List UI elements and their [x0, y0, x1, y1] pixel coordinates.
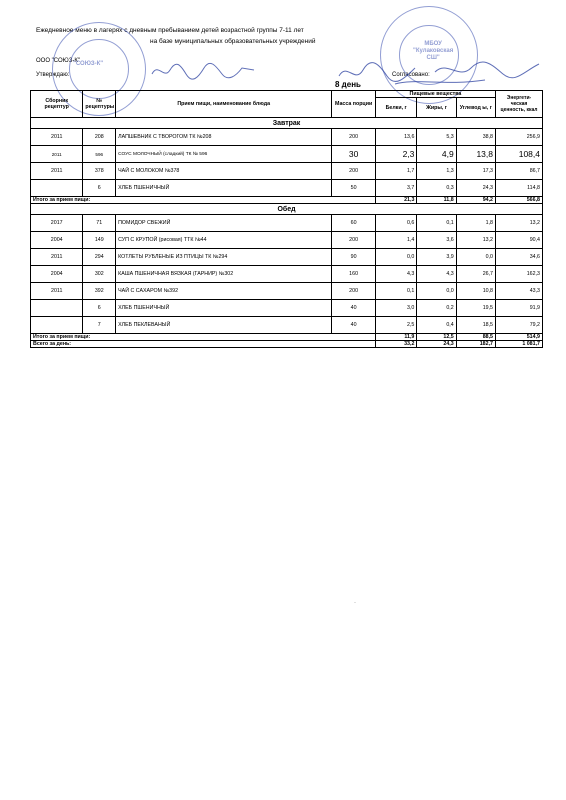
- cell-collection: 2011: [31, 249, 83, 266]
- table-row: [31, 163, 543, 180]
- cell-fats: 0,1: [417, 215, 456, 232]
- cell-collection: [31, 300, 83, 317]
- organization-name: ООО "СОЮЗ-К": [36, 58, 80, 64]
- col-carbs: Углевод ы, г: [456, 98, 495, 118]
- total-fats: 12,5: [417, 334, 456, 341]
- approved-label: Утверждаю:: [36, 72, 70, 78]
- cell-collection: 2011: [31, 146, 83, 163]
- cell-energy: 256,9: [496, 129, 543, 146]
- cell-carbs: 10,8: [456, 283, 495, 300]
- cell-fats: 5,3: [417, 129, 456, 146]
- stamp-right-line: "Кулаковская: [413, 48, 454, 54]
- cell-carbs: 24,3: [456, 180, 495, 197]
- cell-proteins: 0,0: [375, 249, 416, 266]
- cell-dish: СОУС МОЛОЧНЫЙ (сладкий) ТК № 596: [116, 146, 332, 163]
- total-label: Итого за прием пищи:: [31, 334, 376, 341]
- cell-proteins: 13,6: [375, 129, 416, 146]
- cell-recipe: 7: [83, 317, 116, 334]
- cell-proteins: 1,4: [375, 232, 416, 249]
- cell-recipe: 6: [83, 180, 116, 197]
- total-proteins: 21,3: [375, 197, 416, 204]
- cell-mass: 60: [332, 215, 376, 232]
- cell-recipe: 378: [83, 163, 116, 180]
- cell-fats: 4,9: [417, 146, 456, 163]
- cell-energy: 108,4: [496, 146, 543, 163]
- cell-proteins: 2,3: [375, 146, 416, 163]
- cell-mass: 40: [332, 300, 376, 317]
- cell-collection: 2017: [31, 215, 83, 232]
- cell-dish: КАША ПШЕНИЧНАЯ ВЯЗКАЯ (ГАРНИР) №302: [116, 266, 332, 283]
- cell-carbs: 19,5: [456, 300, 495, 317]
- cell-dish: ПОМИДОР СВЕЖИЙ: [116, 215, 332, 232]
- cell-energy: 43,3: [496, 283, 543, 300]
- day-total-energy: 1 081,7: [496, 341, 543, 348]
- cell-energy: 34,6: [496, 249, 543, 266]
- col-fats: Жиры, г: [417, 98, 456, 118]
- cell-energy: 13,2: [496, 215, 543, 232]
- title-line-2: на базе муниципальных образовательных учреждений: [150, 38, 316, 45]
- cell-recipe: 6: [83, 300, 116, 317]
- cell-proteins: 0,1: [375, 283, 416, 300]
- day-total-row: [31, 341, 543, 348]
- cell-dish: ХЛЕБ ПЕКЛЕВАНЫЙ: [116, 317, 332, 334]
- col-dish: Прием пищи, наименование блюда: [116, 91, 332, 118]
- table-row: [31, 215, 543, 232]
- cell-fats: 0,2: [417, 300, 456, 317]
- cell-carbs: 0,0: [456, 249, 495, 266]
- stamp-right-line: МБОУ: [424, 41, 442, 47]
- cell-collection: 2011: [31, 129, 83, 146]
- cell-carbs: 38,8: [456, 129, 495, 146]
- cell-recipe: 149: [83, 232, 116, 249]
- meal-total-row: [31, 197, 543, 204]
- cell-mass: 200: [332, 163, 376, 180]
- cell-proteins: 3,0: [375, 300, 416, 317]
- total-label: Итого за прием пищи:: [31, 197, 376, 204]
- col-mass: Масса порции: [332, 91, 376, 118]
- cell-fats: 3,6: [417, 232, 456, 249]
- cell-fats: 4,3: [417, 266, 456, 283]
- cell-fats: 0,4: [417, 317, 456, 334]
- cell-collection: 2011: [31, 283, 83, 300]
- cell-dish: ХЛЕБ ПШЕНИЧНЫЙ: [116, 180, 332, 197]
- cell-collection: 2011: [31, 163, 83, 180]
- cell-dish: ЧАЙ С САХАРОМ №392: [116, 283, 332, 300]
- cell-mass: 40: [332, 317, 376, 334]
- col-energy: Энергети- ческая ценность, ккал: [496, 91, 543, 118]
- day-total-proteins: 33,2: [375, 341, 416, 348]
- menu-table: [30, 90, 543, 348]
- total-carbs: 88,5: [456, 334, 495, 341]
- title-line-1: Ежедневное меню в лагерях с дневным пребыванием детей возрастной группы 7-11 лет: [36, 27, 304, 34]
- cell-collection: [31, 317, 83, 334]
- cell-mass: 200: [332, 283, 376, 300]
- cell-energy: 114,8: [496, 180, 543, 197]
- table-row: [31, 146, 543, 163]
- cell-energy: 86,7: [496, 163, 543, 180]
- table-row: [31, 317, 543, 334]
- cell-dish: ЛАПШЕВНИК С ТВОРОГОМ ТК №208: [116, 129, 332, 146]
- stamp-right-line: СШ": [426, 55, 440, 61]
- col-recipe-no: № рецептуры: [83, 91, 116, 118]
- total-energy: 514,9: [496, 334, 543, 341]
- cell-mass: 200: [332, 129, 376, 146]
- day-label: 8 день: [335, 80, 361, 89]
- cell-dish: ХЛЕБ ПШЕНИЧНЫЙ: [116, 300, 332, 317]
- cell-collection: 2004: [31, 232, 83, 249]
- cell-recipe: 392: [83, 283, 116, 300]
- cell-fats: 0,3: [417, 180, 456, 197]
- day-total-carbs: 182,7: [456, 341, 495, 348]
- cell-energy: 91,9: [496, 300, 543, 317]
- table-row: [31, 180, 543, 197]
- meal-title-lunch: Обед: [31, 204, 543, 215]
- cell-recipe: 294: [83, 249, 116, 266]
- total-energy: 566,8: [496, 197, 543, 204]
- cell-carbs: 13,2: [456, 232, 495, 249]
- meal-total-row: [31, 334, 543, 341]
- table-row: [31, 283, 543, 300]
- cell-recipe: 302: [83, 266, 116, 283]
- cell-mass: 30: [332, 146, 376, 163]
- cell-fats: 3,9: [417, 249, 456, 266]
- table-row: [31, 129, 543, 146]
- cell-carbs: 17,3: [456, 163, 495, 180]
- table-row: [31, 249, 543, 266]
- day-total-label: Всего за день:: [31, 341, 376, 348]
- agreed-label: Согласовано:: [392, 72, 430, 78]
- cell-carbs: 18,5: [456, 317, 495, 334]
- cell-dish: КОТЛЕТЫ РУБЛЕНЫЕ ИЗ ПТИЦЫ ТК №294: [116, 249, 332, 266]
- total-proteins: 11,9: [375, 334, 416, 341]
- cell-energy: 90,4: [496, 232, 543, 249]
- cell-collection: 2004: [31, 266, 83, 283]
- cell-dish: ЧАЙ С МОЛОКОМ №378: [116, 163, 332, 180]
- cell-proteins: 3,7: [375, 180, 416, 197]
- cell-recipe: 208: [83, 129, 116, 146]
- cell-energy: 162,3: [496, 266, 543, 283]
- cell-carbs: 1,8: [456, 215, 495, 232]
- meal-title-breakfast: Завтрак: [31, 118, 543, 129]
- total-fats: 11,8: [417, 197, 456, 204]
- cell-proteins: 2,5: [375, 317, 416, 334]
- cell-proteins: 0,6: [375, 215, 416, 232]
- cell-dish: СУП С КРУПОЙ (рисовая) ТТК №44: [116, 232, 332, 249]
- signature-left-icon: [150, 60, 260, 82]
- cell-carbs: 13,8: [456, 146, 495, 163]
- cell-fats: 0,0: [417, 283, 456, 300]
- cell-recipe: 71: [83, 215, 116, 232]
- total-carbs: 94,2: [456, 197, 495, 204]
- col-proteins: Белки, г: [375, 98, 416, 118]
- cell-mass: 90: [332, 249, 376, 266]
- cell-proteins: 1,7: [375, 163, 416, 180]
- cell-fats: 1,3: [417, 163, 456, 180]
- signature-right-icon: [335, 58, 545, 88]
- table-row: [31, 300, 543, 317]
- col-collection: Сборник рецептур: [31, 91, 83, 118]
- table-row: [31, 266, 543, 283]
- col-nutrients: Пищевые вещества: [375, 91, 495, 98]
- cell-mass: 50: [332, 180, 376, 197]
- cell-mass: 160: [332, 266, 376, 283]
- cell-energy: 79,2: [496, 317, 543, 334]
- cell-collection: [31, 180, 83, 197]
- scan-speck-icon: ·: [354, 600, 356, 606]
- cell-proteins: 4,3: [375, 266, 416, 283]
- cell-carbs: 26,7: [456, 266, 495, 283]
- stamp-left-text: "СОЮЗ-К": [73, 61, 104, 67]
- day-total-fats: 24,3: [417, 341, 456, 348]
- table-row: [31, 232, 543, 249]
- cell-recipe: 596: [83, 146, 116, 163]
- cell-mass: 200: [332, 232, 376, 249]
